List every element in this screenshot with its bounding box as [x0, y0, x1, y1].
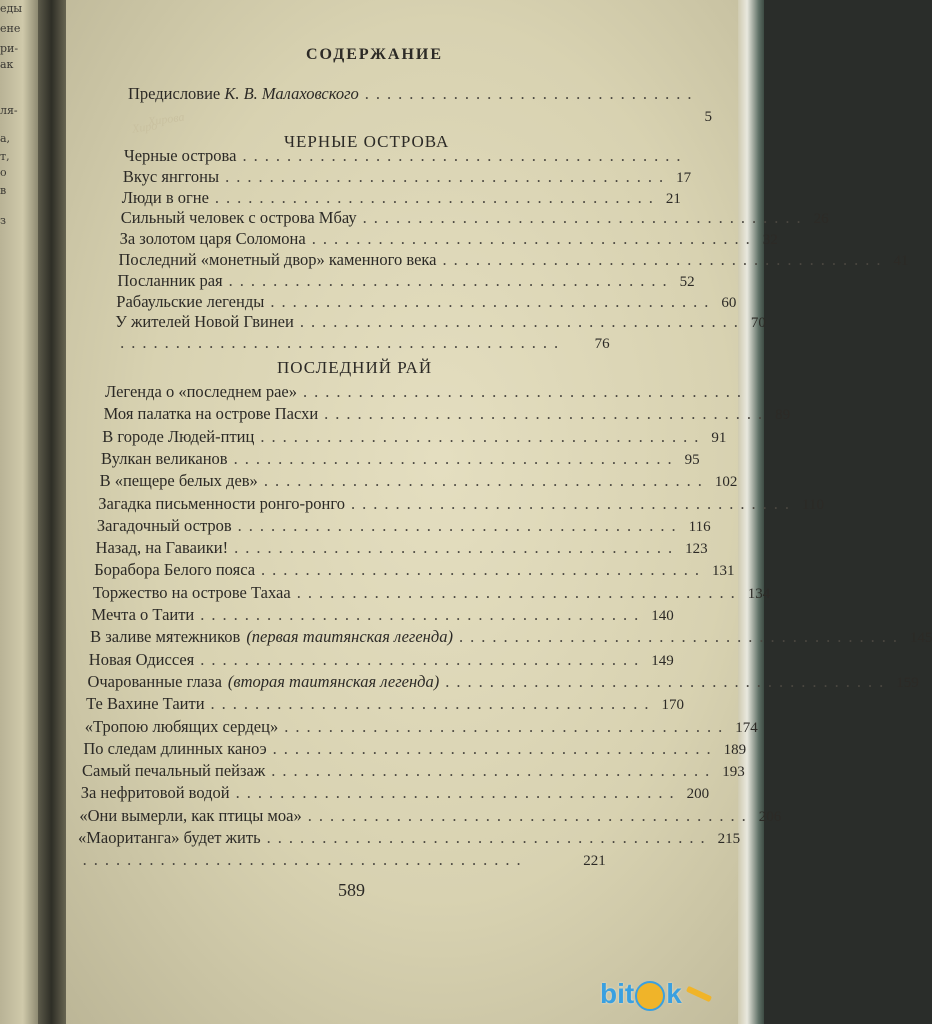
toc-entry — [87, 671, 919, 694]
toc-entry — [82, 761, 745, 783]
toc-entry — [80, 783, 710, 805]
toc-entry — [77, 850, 606, 872]
toc-entry — [100, 448, 700, 471]
leader-dots: ........................................ — [442, 250, 888, 269]
toc-entry-page: 206 — [758, 808, 782, 825]
leader-dots: ........................................ — [261, 560, 707, 580]
toc-entry — [122, 166, 692, 189]
toc-entry-page: 131 — [712, 563, 735, 580]
ghost-mark: Хиро — [131, 118, 159, 136]
leader-dots: ........................................ — [458, 627, 904, 647]
left-page-fragment: ак — [0, 58, 14, 71]
leader-dots: ........................................ — [237, 515, 683, 535]
toc-entry-title: Рабаульские легенды — [116, 291, 265, 311]
leader-dots: ........................................ — [271, 761, 717, 781]
toc-entry-title: Вулкан великанов — [100, 448, 228, 468]
toc-entry — [102, 426, 727, 449]
leader-dots: ........................................ — [445, 671, 891, 691]
left-page-fragment: еды — [0, 2, 23, 15]
toc-entry-title: По следам длинных каноэ — [83, 738, 267, 758]
toc-entry-title: Последний «монетный двор» каменного века — [118, 250, 437, 269]
leader-dots: ........................................ — [225, 166, 671, 186]
toc-entry-page: 110 — [802, 496, 824, 513]
leader-dots: ........................................ — [324, 404, 770, 424]
toc-entry-page: 116 — [688, 518, 711, 535]
toc-entry-page: 193 — [722, 764, 745, 781]
leader-dots: ........................................ — [200, 649, 646, 669]
toc-entry-title: За золотом царя Соломона — [119, 229, 306, 249]
toc-entry-title: В городе Людей-птиц — [102, 426, 255, 446]
toc-entry-title: Те Вахине Таити — [86, 694, 205, 714]
toc-entry-page: 76 — [594, 336, 610, 353]
watermark-logo: bit k — [600, 978, 712, 1010]
leader-dots: ........................................ — [263, 471, 709, 491]
toc-entry-page: 102 — [714, 474, 738, 491]
toc-entry-page: 52 — [679, 273, 695, 290]
ghost-mark: Хирова — [147, 109, 186, 129]
toc-entry-page: 70 — [750, 315, 766, 332]
leader-dots: ........................................ — [272, 738, 718, 758]
toc-entry-title: В заливе мятежников (первая таитянская легенда) — [90, 627, 453, 647]
toc-entry-page: 60 — [721, 294, 737, 311]
toc-title: СОДЕРЖАНИЕ — [306, 46, 444, 63]
logo-hammer-icon — [686, 986, 712, 1002]
toc-entry — [79, 805, 782, 828]
toc-entry-title: Загадочный остров — [96, 515, 232, 535]
leader-dots: ........................................ — [270, 291, 716, 311]
toc-entry-page: 215 — [717, 831, 741, 847]
toc-entry — [95, 538, 708, 560]
toc-entry-title: За нефритовой водой — [80, 783, 230, 803]
toc-entry-page: 21 — [665, 190, 681, 207]
toc-entry — [83, 738, 747, 761]
leader-dots: ........................................ — [228, 270, 674, 290]
leader-dots: ........................................ — [200, 605, 646, 624]
book-gutter — [38, 0, 68, 1024]
leader-dots: ........................................ — [303, 382, 748, 401]
toc-entry-page: 95 — [684, 451, 700, 468]
page-number: 589 — [338, 880, 365, 900]
toc-entry — [117, 270, 695, 293]
toc-entry — [124, 146, 688, 168]
leader-dots: ........................................ — [235, 783, 681, 803]
toc-entry-title: Торжество на острове Тахаа — [92, 582, 291, 602]
left-page-fragment: а, — [0, 132, 11, 145]
section-title-last-paradise: ПОСЛЕДНИЙ РАЙ — [277, 358, 433, 377]
left-page-fragment: з — [0, 214, 6, 227]
toc-entry-title: Моя палатка на острове Пасхи — [103, 404, 319, 424]
toc-entry-title: «Тропою любящих сердец» — [84, 716, 279, 736]
left-page-fragment: т, — [0, 150, 10, 163]
preface-label: Предисловие К. В. Малаховского — [128, 84, 359, 103]
toc-entry — [121, 187, 681, 210]
leader-dots: .............................. — [364, 84, 699, 103]
preface-page: 5 — [704, 109, 713, 125]
toc-entry-title: Борабора Белого пояса — [94, 560, 256, 580]
toc-entry-page: 123 — [685, 541, 708, 558]
toc-entry-title: Черные острова — [124, 146, 237, 165]
toc-entry — [103, 404, 791, 426]
toc-entry-title: Сильный человек с острова Мбау — [120, 208, 357, 228]
leader-dots: ........................................ — [82, 850, 528, 870]
leader-dots: ........................................ — [296, 582, 742, 602]
toc-entry-title: Посланник рая — [117, 270, 223, 290]
left-page-fragment: ля- — [0, 104, 18, 117]
toc-entry-title: Очарованные глаза (вторая таитянская легенда) — [87, 671, 440, 691]
leader-dots: ........................................ — [351, 493, 796, 513]
toc-entry — [118, 250, 909, 272]
toc-entry-page: 89 — [775, 407, 791, 424]
toc-entry-title: Самый печальный пейзаж — [82, 761, 266, 781]
toc-entry-page: 32 — [762, 232, 778, 249]
toc-entry — [78, 828, 741, 850]
logo-coin-icon — [635, 981, 665, 1011]
toc-entry-title: Назад, на Гаваики! — [95, 538, 229, 558]
toc-entry-title: У жителей Новой Гвинеи — [115, 312, 294, 332]
toc-entry — [120, 208, 829, 230]
toc-entry — [105, 382, 748, 404]
toc-entry-page: 221 — [583, 853, 606, 870]
toc-entry — [98, 493, 824, 516]
toc-entry — [94, 560, 735, 582]
leader-dots: ........................................ — [299, 312, 745, 332]
leader-dots: ........................................ — [214, 187, 660, 207]
toc-entry-title: Мечта о Таити — [91, 605, 195, 624]
toc-entry-subtitle: (первая таитянская легенда) — [246, 627, 453, 647]
toc-entry-page: 149 — [651, 652, 674, 669]
toc-entry-title: «Маоританга» будет жить — [78, 828, 261, 847]
toc-entry — [119, 229, 778, 251]
leader-dots: ........................................ — [266, 828, 712, 847]
toc-entry-title: В «пещере белых дев» — [99, 471, 258, 491]
toc-entry-page: 134 — [747, 585, 771, 602]
toc-entry-title: Загадка письменности ронго-ронго — [98, 493, 345, 513]
toc-entry — [96, 515, 711, 538]
left-page-fragment: в — [0, 184, 7, 197]
toc-entry — [86, 694, 685, 716]
toc-entry-page: 140 — [651, 608, 674, 624]
left-page-fragment: ри- — [0, 42, 19, 55]
leader-dots: ........................................ — [260, 426, 706, 446]
toc-entry-title: Люди в огне — [121, 187, 209, 207]
leader-dots: ........................................ — [284, 716, 730, 736]
leader-dots: ........................................ — [242, 146, 688, 165]
left-page-fragment: ене — [0, 22, 21, 35]
toc-entry-page: 91 — [711, 429, 727, 446]
toc-entry-title: Вкус янггоны — [122, 166, 220, 186]
toc-entry-page: 26 — [813, 211, 829, 228]
toc-entry-page: 17 — [676, 169, 692, 186]
toc-entry — [116, 291, 737, 314]
toc-entry — [88, 649, 674, 672]
toc-entry — [91, 605, 674, 627]
section-title-black-islands: ЧЕРНЫЕ ОСТРОВА — [284, 132, 450, 151]
toc-entry-page: 189 — [723, 741, 747, 758]
leader-dots: ........................................ — [311, 229, 757, 249]
leader-dots: ........................................ — [210, 694, 656, 714]
leader-dots: ........................................ — [120, 333, 566, 353]
left-page-edge — [0, 0, 38, 1024]
toc-entry-page: 174 — [735, 719, 758, 736]
preface-author: К. В. Малаховского — [224, 84, 359, 103]
toc-entry — [92, 582, 771, 605]
toc-entry-page: 41 — [893, 253, 909, 269]
toc-entry — [84, 716, 758, 739]
toc-entry-title: Новая Одиссея — [88, 649, 195, 669]
toc-entry — [114, 333, 610, 355]
leader-dots: ........................................ — [233, 448, 679, 468]
toc-entry-page: 159 — [896, 674, 919, 691]
leader-dots: ........................................ — [234, 538, 680, 558]
toc-entry — [99, 471, 738, 493]
toc-entry-page: 200 — [686, 786, 710, 803]
toc-entry — [115, 312, 766, 334]
toc-entry — [90, 627, 932, 649]
left-page-fragment: о — [0, 166, 7, 179]
leader-dots: ........................................ — [307, 805, 753, 825]
toc-entry-title: «Они вымерли, как птицы моа» — [79, 805, 302, 825]
toc-entry-subtitle: (вторая таитянская легенда) — [227, 671, 440, 691]
toc-entry-page: 145 — [909, 630, 932, 647]
leader-dots: ........................................ — [362, 208, 808, 228]
toc-entry-page: 170 — [661, 697, 685, 714]
toc-entry-title: Легенда о «последнем рае» — [105, 382, 297, 401]
